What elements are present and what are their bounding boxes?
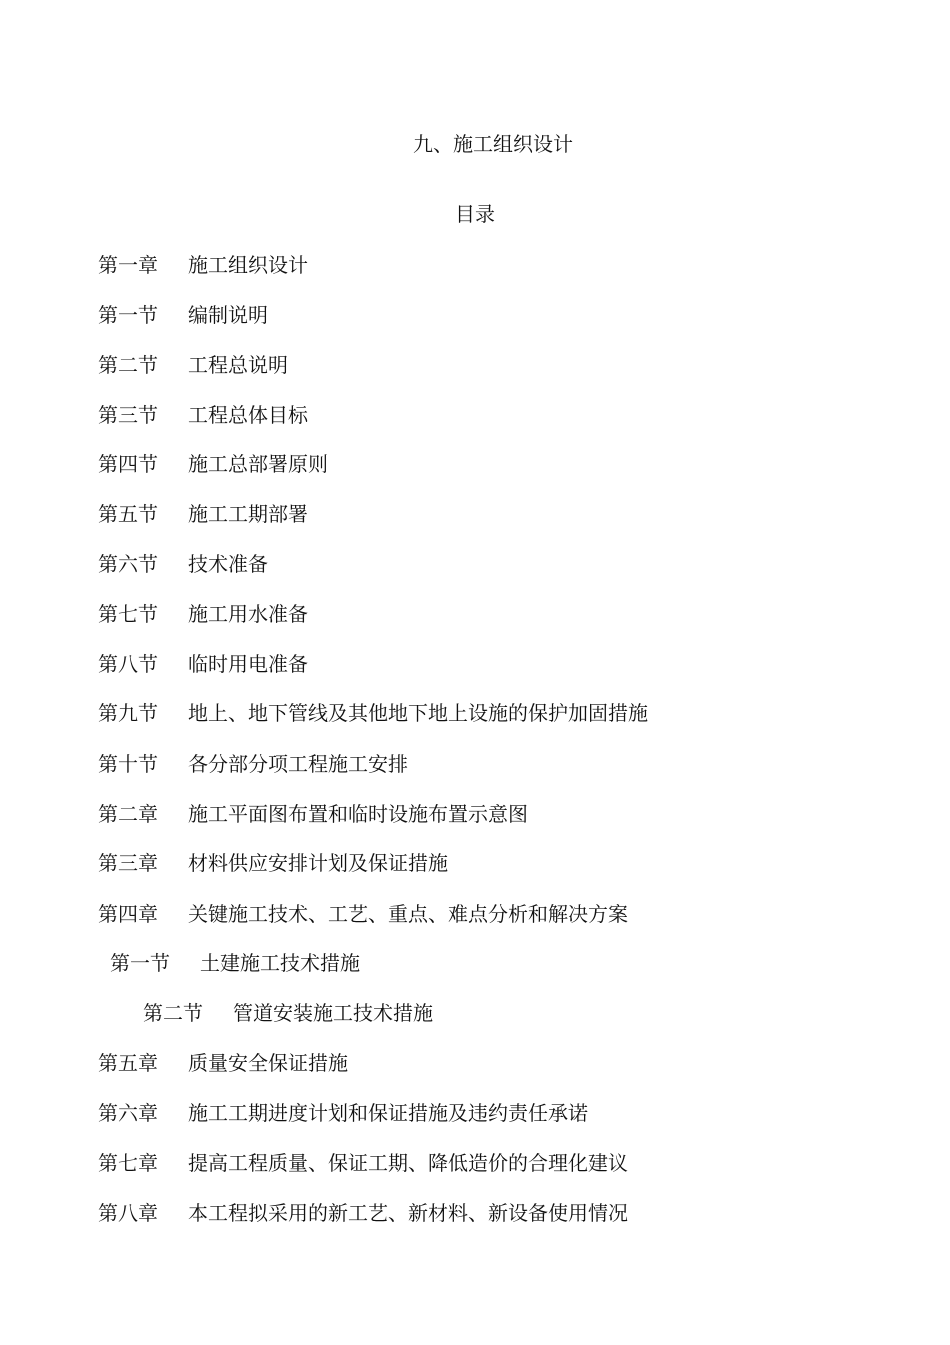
toc-entry-text: 临时用电准备: [188, 652, 308, 676]
toc-entry-label: 第三章: [98, 851, 158, 875]
toc-entry-label: 第二节: [98, 353, 158, 377]
toc-entry-text: 施工用水准备: [188, 602, 308, 626]
toc-entry-label: 第一章: [98, 253, 158, 277]
toc-entry-label: 第五章: [98, 1051, 158, 1075]
toc-entry: [110, 948, 360, 978]
toc-entry-text: 地上、地下管线及其他地下地上设施的保护加固措施: [188, 701, 648, 725]
toc-entry-text: 施工总部署原则: [188, 452, 328, 476]
toc-entry: [98, 698, 648, 728]
toc-entry: [98, 1198, 628, 1228]
toc-entry: [98, 848, 448, 878]
toc-entry-text: 工程总说明: [188, 353, 288, 377]
toc-entry: [98, 1098, 588, 1128]
toc-entry-text: 编制说明: [188, 303, 268, 327]
toc-entry: [98, 1048, 348, 1078]
toc-entry-label: 第七章: [98, 1151, 158, 1175]
toc-entry: [98, 649, 308, 679]
toc-entry: [98, 899, 628, 929]
toc-entry-label: 第三节: [98, 403, 158, 427]
toc-entry: [98, 350, 288, 380]
toc-entry-text: 施工工期进度计划和保证措施及违约责任承诺: [188, 1101, 588, 1125]
toc-entry: [98, 1148, 628, 1178]
toc-entry: [98, 250, 308, 280]
toc-entry-text: 施工组织设计: [188, 253, 308, 277]
toc-entry-text: 提高工程质量、保证工期、降低造价的合理化建议: [188, 1151, 628, 1175]
document-title: [0, 131, 950, 157]
toc-entry-label: 第八章: [98, 1201, 158, 1225]
toc-entry-text: 施工工期部署: [188, 502, 308, 526]
toc-heading-text: 目录: [455, 202, 495, 226]
toc-entry-text: 工程总体目标: [188, 403, 308, 427]
toc-entry-label: 第四节: [98, 452, 158, 476]
toc-entry: [98, 400, 308, 430]
toc-entry-text: 技术准备: [188, 552, 268, 576]
toc-entry-text: 管道安装施工技术措施: [233, 1001, 433, 1025]
toc-entry-text: 关键施工技术、工艺、重点、难点分析和解决方案: [188, 902, 628, 926]
toc-entry: [98, 599, 308, 629]
toc-entry: [98, 749, 408, 779]
toc-entry-text: 材料供应安排计划及保证措施: [188, 851, 448, 875]
toc-entry-label: 第四章: [98, 902, 158, 926]
document-title-text: 九、施工组织设计: [413, 132, 573, 156]
toc-entry-label: 第一节: [98, 303, 158, 327]
toc-entry-text: 质量安全保证措施: [188, 1051, 348, 1075]
toc-entry: [98, 799, 528, 829]
toc-entry-text: 各分部分项工程施工安排: [188, 752, 408, 776]
toc-entry-label: 第六章: [98, 1101, 158, 1125]
toc-entry-label: 第六节: [98, 552, 158, 576]
toc-entry-label: 第十节: [98, 752, 158, 776]
toc-entry-label: 第五节: [98, 502, 158, 526]
toc-entry: [98, 499, 308, 529]
toc-entry-text: 土建施工技术措施: [200, 951, 360, 975]
toc-entry: [98, 449, 328, 479]
toc-entry-label: 第二章: [98, 802, 158, 826]
toc-heading: [0, 201, 950, 227]
toc-entry-text: 施工平面图布置和临时设施布置示意图: [188, 802, 528, 826]
toc-entry-text: 本工程拟采用的新工艺、新材料、新设备使用情况: [188, 1201, 628, 1225]
toc-entry: [143, 998, 433, 1028]
toc-entry: [98, 300, 268, 330]
toc-entry-label: 第八节: [98, 652, 158, 676]
toc-entry-label: 第七节: [98, 602, 158, 626]
toc-entry-label: 第一节: [110, 951, 170, 975]
toc-entry-label: 第九节: [98, 701, 158, 725]
toc-entry: [98, 549, 268, 579]
toc-entry-label: 第二节: [143, 1001, 203, 1025]
